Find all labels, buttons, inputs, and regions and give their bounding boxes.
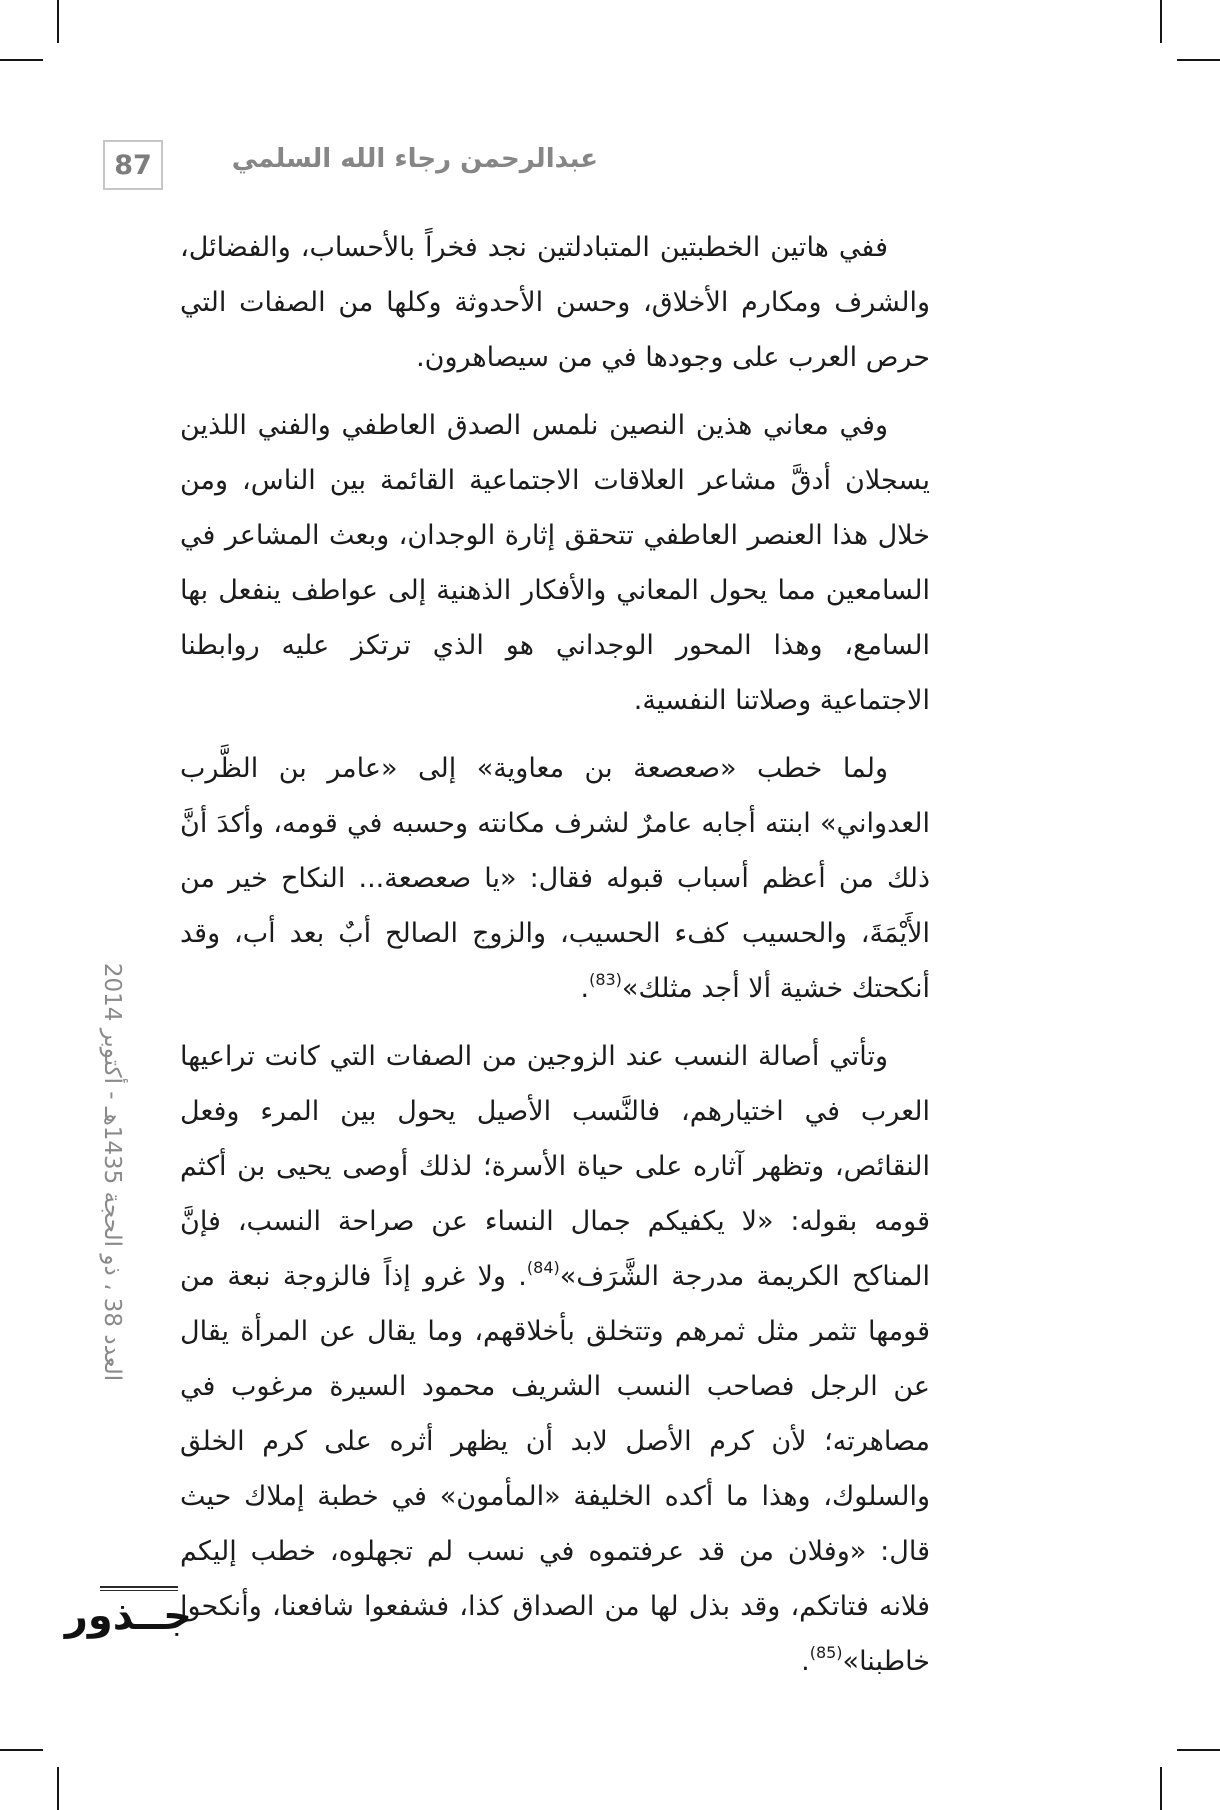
author-name: عبدالرحمن رجاء الله السلمي: [231, 144, 598, 174]
paragraph: ففي هاتين الخطبتين المتبادلتين نجد فخراً بالأحساب، والفضائل، والشرف ومكارم الأخلاق، وحسن الأحدوثة وكلها من الصفات التي حرص العرب على وجودها في من سيصاهرون.: [180, 232, 930, 373]
crop-mark: [1177, 1749, 1220, 1751]
crop-mark: [1177, 59, 1220, 61]
crop-mark: [0, 1749, 43, 1751]
footnote-marker: (84): [526, 1258, 560, 1277]
crop-mark: [57, 1767, 59, 1810]
crop-mark: [57, 0, 59, 43]
paragraph: وتأتي أصالة النسب عند الزوجين من الصفات التي كانت تراعيها العرب في اختيارهم، فالنَّسب الأصيل يحول بين المرء وفعل النقائص، وتظهر آثاره على حياة الأسرة؛ لذلك أوصى يحيى بن أكثم قومه بقوله: «لا يكفيكم جمال النساء عن صراحة النسب، فإنَّ المناكح الكريمة مدرجة الشَّرَف»$^{(84)}$. ولا غرو إذاً فالزوجة نبعة من قومها تثمر مثل ثمرهم وتتخلق بأخلاقهم، وما يقال عن المرأة يقال عن الرجل فصاحب النسب الشريف محمود السيرة مرغوب في مصاهرته؛ لأن كرم الأصل لابد أن يظهر أثره على كرم الخلق والسلوك، وهذا ما أكده الخليفة «المأمون» في خطبة إملاك حيث قال: «وفلان من قد عرفتموه في نسب لم تجهلوه، خطب إليكم فلانه فتاتكم، وقد بذل لها من الصداق كذا، فشفعوا شافعنا، وأنكحوا خاطبنا»$^{(85)}$.: [180, 1041, 930, 1677]
paragraph: وفي معاني هذين النصين نلمس الصدق العاطفي والفني اللذين يسجلان أدقَّ مشاعر العلاقات الاجتماعية القائمة بين الناس، ومن خلال هذا العنصر العاطفي تتحقق إثارة الوجدان، وبعث المشاعر في السامعين مما يحول المعاني والأفكار الذهنية إلى عواطف ينفعل بها السامع، وهذا المحور الوجداني هو الذي ترتكز عليه روابطنا الاجتماعية وصلاتنا النفسية.: [180, 410, 930, 716]
footnote-marker: (83): [589, 970, 622, 989]
crop-mark: [1160, 0, 1162, 43]
journal-logo: جــذور: [64, 1593, 192, 1639]
footnote-marker: (85): [809, 1643, 843, 1662]
issue-info: العدد 38 ، ذو الحجة 1435هـ - أكتوبر 2014: [99, 962, 125, 1382]
crop-mark: [1160, 1767, 1162, 1810]
crop-mark: [0, 59, 43, 61]
page-number-box: [103, 140, 163, 190]
article-body: [180, 220, 930, 1702]
paragraph: ولما خطب «صعصعة بن معاوية» إلى «عامر بن الظَّرب العدواني» ابنته أجابه عامرٌ لشرف مكانته وحسبه في قومه، وأكدَ أنَّ ذلك من أعظم أسباب قبوله فقال: «يا صعصعة... النكاح خير من الأَيْمَةَ، والحسيب كفء الحسيب، والزوج الصالح أبٌ بعد أب، وقد أنكحتك خشية ألا أجد مثلك»$^{(83)}$.: [180, 753, 930, 1004]
page-number: 87: [114, 149, 152, 181]
logo-divider: [100, 1586, 178, 1591]
